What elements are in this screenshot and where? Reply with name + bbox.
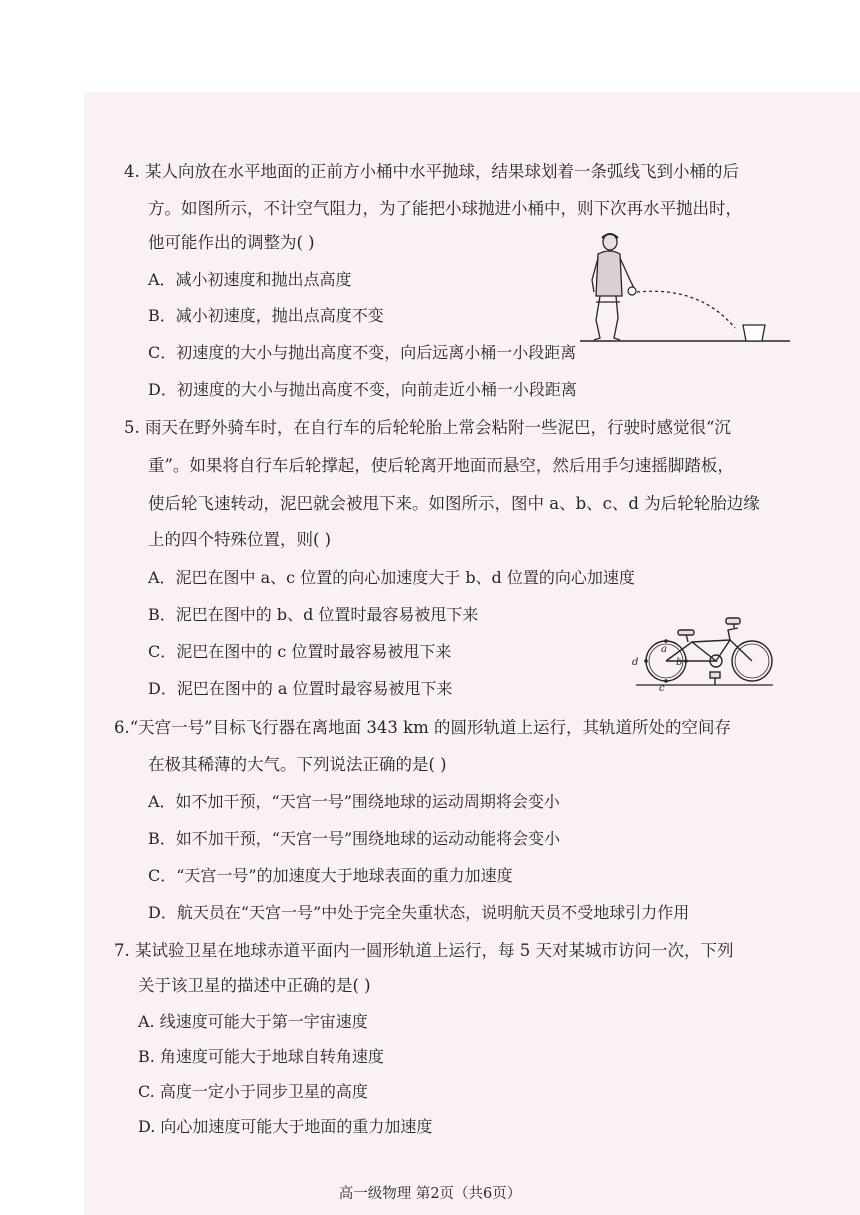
question-4-option-d: D．初速度的大小与抛出高度不变，向前走近小桶一小段距离: [148, 380, 577, 399]
question-4-option-b: B．减小初速度，抛出点高度不变: [148, 306, 384, 325]
question-4-stem-line-1: 4. 某人向放在水平地面的正前方小桶中水平抛球，结果球划着一条弧线飞到小桶的后: [124, 162, 739, 181]
question-7-stem-line-2: 关于该卫星的描述中正确的是( ): [138, 976, 371, 995]
question-6-option-a: A．如不加干预，“天宫一号”围绕地球的运动周期将会变小: [148, 792, 560, 811]
question-6-option-d: D．航天员在“天宫一号”中处于完全失重状态，说明航天员不受地球引力作用: [148, 903, 690, 922]
question-5-stem-line-4: 上的四个特殊位置，则( ): [148, 530, 332, 549]
question-5-option-c: C．泥巴在图中的 c 位置时最容易被甩下来: [148, 642, 452, 661]
label-d: d: [632, 657, 639, 668]
question-5-stem-line-2: 重”。如果将自行车后轮撑起，使后轮离开地面而悬空，然后用手匀速摇脚踏板，: [148, 456, 734, 475]
question-5-stem-line-3: 使后轮飞速转动，泥巴就会被甩下来。如图所示，图中 a、b、c、d 为后轮轮胎边缘: [148, 494, 760, 513]
question-7-option-c: C. 高度一定小于同步卫星的高度: [138, 1082, 368, 1101]
label-c: c: [659, 683, 665, 694]
throw-ball-figure: [580, 228, 795, 348]
question-6-option-c: C．“天宫一号”的加速度大于地球表面的重力加速度: [148, 866, 513, 885]
question-7-stem-line-1: 7. 某试验卫星在地球赤道平面内一圆形轨道上运行，每 5 天对某城市访问一次，下列: [114, 941, 734, 960]
label-b: b: [676, 657, 683, 668]
question-4-stem-line-2: 方。如图所示，不计空气阻力，为了能把小球抛进小桶中，则下次再水平抛出时，: [148, 199, 742, 218]
question-4-option-c: C．初速度的大小与抛出高度不变，向后远离小桶一小段距离: [148, 343, 577, 362]
question-4-stem-line-3: 他可能作出的调整为( ): [148, 233, 315, 252]
question-6-stem-line-2: 在极其稀薄的大气。下列说法正确的是( ): [148, 755, 447, 774]
question-5-option-a: A．泥巴在图中 a、c 位置的向心加速度大于 b、d 位置的向心加速度: [148, 568, 635, 587]
bucket-icon: [743, 325, 765, 341]
question-6-option-b: B．如不加干预，“天宫一号”围绕地球的运动动能将会变小: [148, 829, 561, 848]
person-icon: [592, 234, 634, 340]
ball-icon: [628, 287, 636, 295]
question-7-option-a: A. 线速度可能大于第一宇宙速度: [138, 1012, 368, 1031]
page-footer: 高一级物理 第2页（共6页）: [338, 1186, 522, 1202]
question-7-option-d: D. 向心加速度可能大于地面的重力加速度: [138, 1117, 433, 1136]
trajectory-curve: [637, 291, 735, 328]
question-5-stem-line-1: 5. 雨天在野外骑车时，在自行车的后轮轮胎上常会粘附一些泥巴，行驶时感觉很“沉: [124, 418, 731, 437]
label-a: a: [661, 644, 667, 655]
question-7-option-b: B. 角速度可能大于地球自转角速度: [138, 1047, 384, 1066]
bicycle-figure: [630, 612, 775, 692]
question-5-option-d: D．泥巴在图中的 a 位置时最容易被甩下来: [148, 679, 453, 698]
question-4-option-a: A．减小初速度和抛出点高度: [148, 270, 352, 289]
question-6-stem-line-1: 6.“天宫一号”目标飞行器在离地面 343 km 的圆形轨道上运行，其轨道所处的空间存: [114, 718, 731, 737]
question-5-option-b: B．泥巴在图中的 b、d 位置时最容易被甩下来: [148, 605, 479, 624]
